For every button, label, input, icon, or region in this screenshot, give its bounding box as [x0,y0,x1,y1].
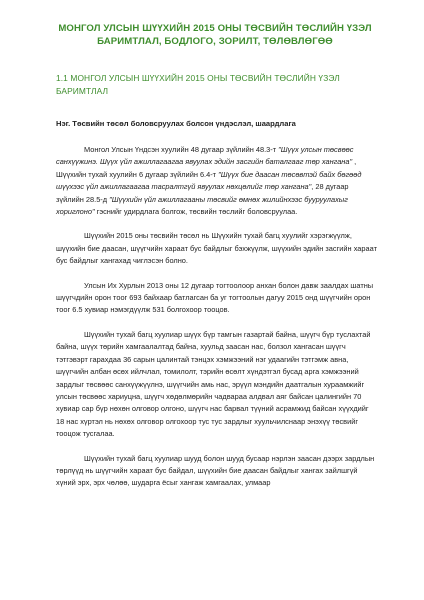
paragraph-1-quote: "Шүүх улсын төсвөөс санхүүжинэ. Шүүх үйл ажиллагаагаа явуулах эдийн засгийн баталгааг төр хангана" [56,145,354,167]
paragraph-1 [56,144,378,218]
paragraph-3: Улсын Их Хурлын 2013 оны 12 дугаар тогтоолоор анхан болон давж заалдах шатны шүүгчдийн орон тоог 693 байхаар батлагсан ба уг тогтоолын дагуу 2015 онд шүүгчийн орон тоог 6.5 хувиар нэмэгдүүлж 531 болгохоор тооцов. [56,280,374,315]
paragraph-1-text: гэснийг удирдлага болгож, төсвийн төслийг боловсруулаа. [94,207,298,217]
document-body [56,144,378,502]
paragraph-1-text: , 28 дугаар зүйлийн 28.5-д [56,182,349,204]
sub-heading: Нэг. Төсвийн төсөл боловсруулах болсон үндэслэл, шаардлага [56,119,296,128]
section-heading: 1.1 МОНГОЛ УЛСЫН ШҮҮХИЙН 2015 ОНЫ ТӨСВИЙН ТӨСЛИЙН ҮЗЭЛ БАРИМТЛАЛ [56,73,340,96]
paragraph-1-text: Монгол Улсын Үндсэн хуулийн 48 дугаар зүйлийн 48.3-т [84,145,279,154]
paragraph-5: Шүүхийн тухай багц хуулиар шууд болон шууд бусаар нэрлэн заасан дээрх зардлын төрлүүд нь шүүгчийн хараат бус байдал, шүүхийн бие даасан байдлыг хангах зайлшгүй хүний эрх, эрх чөлөө, шударга ёсыг хангаж хамгаалах, улмаар [56,453,375,488]
paragraph-1-text: , Шүүхийн тухай хуулийн 6 дугаар зүйлийн 6.4-т [56,157,357,179]
paragraph-1-quote: "Шүүхийн үйл ажиллагааны төсвийг өмнөх жилийнхээс бууруулахыг хориглоно" [56,194,348,217]
paragraph-2: Шүүхийн 2015 оны төсвийн төсөл нь Шүүхийн тухай багц хуулийг хэрэгжүүлж, шүүхийн бие даасан, шүүгчийн хараат бус байдлыг бэхжүүлж, шүүхийн эдийн засгийн хараат бус байдлыг хангахад чиглэсэн болно. [56,231,377,266]
paragraph-1-quote: "Шүүх бие даасан төсөвтэй байх бөгөөд шүүхээс үйл ажиллагаагаа тасралтгүй явуулах нөхцөлийг төр хангана" [56,169,362,192]
paragraph-4: Шүүхийн тухай багц хуулиар шүүх бүр тамгын газартай байна, шүүгч бүр туслахтай байна, шүүх төрийн хамгаалалтад байна, хуульд заасан нас, болзол хангасан шүүгч тэтгэвэрт гарахдаа 36 сарын цалинтай тэнцэх хэмжээний нэг удаагийн тэтгэмж авна, шүүгчийн албан өсөх ийлчлал, томилолт, тэрийн өсөлт хүндэтгэл бусад арга хэмжээний зардлыг төсвөөс санхүүжүүлнэ, шүүгчийн амь нас, эрүүл мэндийн даатгалын хураамжийг улсын төсвөөс хариуцна, шүүгч хөдөлмөрийн чадвараа алдвал аяг байсан цалингийн 70 хувиар сар бүр нөхөн олговор олгоно, шүүгч нас барвал түүний асрамжид байсан хүүхдийг 18 нас хүртэл нь нөхөх олговор олгохоор тус тус зардлыг хуульчилснаар энэхүү төсвийг тооцож тусгалаа. [56,329,371,439]
document-title: МОНГОЛ УЛСЫН ШҮҮХИЙН 2015 ОНЫ ТӨСВИЙН ТӨСЛИЙН ҮЗЭЛ БАРИМТЛАЛ, БОДЛОГО, ЗОРИЛТ, ТӨЛӨВЛӨГӨӨ [58,23,372,47]
